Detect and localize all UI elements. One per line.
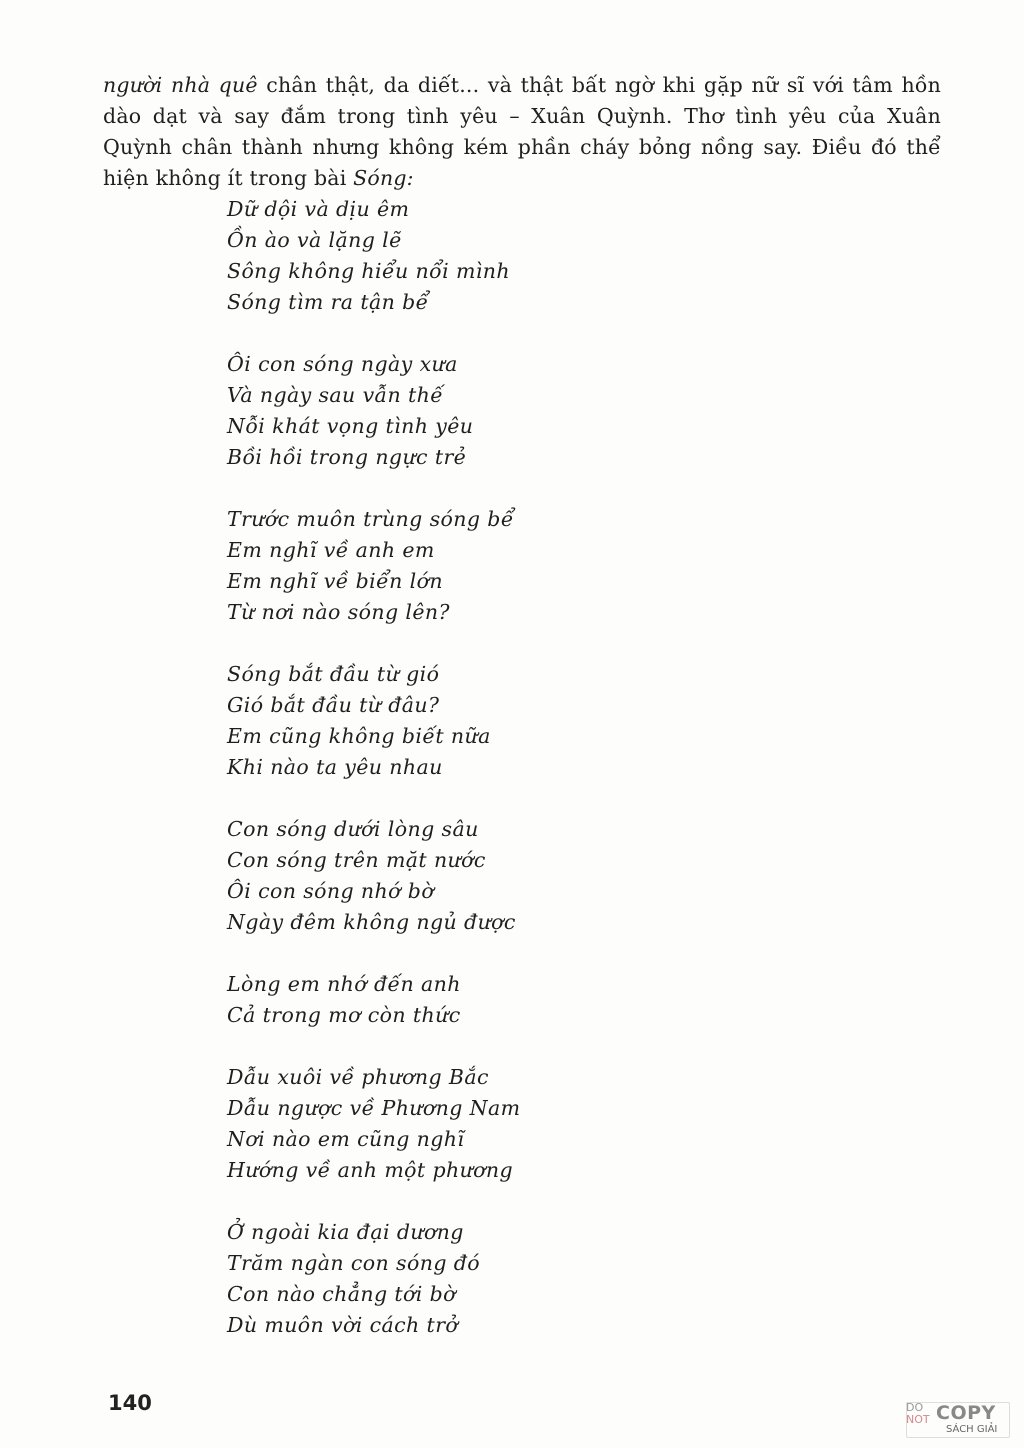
poem-line: Hướng về anh một phương <box>227 1158 514 1182</box>
poem-line: Em cũng không biết nữa <box>227 724 491 748</box>
poem-stanza <box>227 969 520 1031</box>
poem-stanza <box>227 1062 520 1186</box>
intro-text: chân thật, da diết... và thật bất ngờ khi gặp nữ sĩ với tâm hồn dào dạt và say đắm trong tình yêu – Xuân Quỳnh. Thơ tình yêu của Xuân Quỳnh chân thành nhưng không kém phần cháy bỏng nồng say. Điều đó thể hiện không ít trong bài <box>103 73 941 190</box>
poem-line: Dù muôn vời cách trở <box>227 1313 459 1337</box>
page-number: 140 <box>108 1391 152 1415</box>
watermark-not-text: NOT <box>906 1413 930 1426</box>
poem-line: Trước muôn trùng sóng bể <box>227 507 514 531</box>
poem-line: Dữ dội và dịu êm <box>227 197 410 221</box>
poem-line: Em nghĩ về biển lớn <box>227 569 443 593</box>
poem-line: Sóng tìm ra tận bể <box>227 290 429 314</box>
poem-line: Nơi nào em cũng nghĩ <box>227 1127 465 1151</box>
poem-line: Ồn ào và lặng lẽ <box>227 228 402 252</box>
poem-line: Ôi con sóng ngày xưa <box>227 352 458 376</box>
poem-line: Ở ngoài kia đại dương <box>227 1220 464 1244</box>
intro-paragraph <box>103 70 941 194</box>
poem-line: Khi nào ta yêu nhau <box>227 755 443 779</box>
poem-stanza <box>227 1217 520 1341</box>
poem-line: Từ nơi nào sóng lên? <box>227 600 450 624</box>
poem-line: Trăm ngàn con sóng đó <box>227 1251 481 1275</box>
poem-line: Con nào chẳng tới bờ <box>227 1282 456 1306</box>
watermark-do-text: DO <box>906 1401 924 1414</box>
poem-stanza <box>227 659 520 783</box>
poem-line: Con sóng dưới lòng sâu <box>227 817 479 841</box>
poem-song <box>227 194 520 1372</box>
watermark-copy-text: COPY <box>936 1402 996 1424</box>
watermark-logo <box>906 1402 1010 1442</box>
poem-line: Cả trong mơ còn thức <box>227 1003 461 1027</box>
poem-stanza <box>227 194 520 318</box>
watermark-brand-text: SÁCH GIẢI <box>946 1424 998 1435</box>
poem-line: Ôi con sóng nhớ bờ <box>227 879 435 903</box>
poem-line: Em nghĩ về anh em <box>227 538 435 562</box>
poem-line: Lòng em nhớ đến anh <box>227 972 461 996</box>
poem-line: Bồi hồi trong ngực trẻ <box>227 445 467 469</box>
poem-stanza <box>227 349 520 473</box>
poem-stanza <box>227 814 520 938</box>
poem-line: Dẫu xuôi về phương Bắc <box>227 1065 489 1089</box>
poem-line: Và ngày sau vẫn thế <box>227 383 444 407</box>
poem-line: Sông không hiểu nổi mình <box>227 259 510 283</box>
poem-line: Gió bắt đầu từ đâu? <box>227 693 440 717</box>
poem-stanza <box>227 504 520 628</box>
poem-line: Dẫu ngược về Phương Nam <box>227 1096 521 1120</box>
poem-line: Sóng bắt đầu từ gió <box>227 662 440 686</box>
poem-line: Ngày đêm không ngủ được <box>227 910 516 934</box>
intro-italic-phrase: người nhà quê <box>103 73 258 97</box>
poem-line: Con sóng trên mặt nước <box>227 848 486 872</box>
poem-title-reference: Sóng: <box>353 166 414 190</box>
poem-line: Nỗi khát vọng tình yêu <box>227 414 474 438</box>
